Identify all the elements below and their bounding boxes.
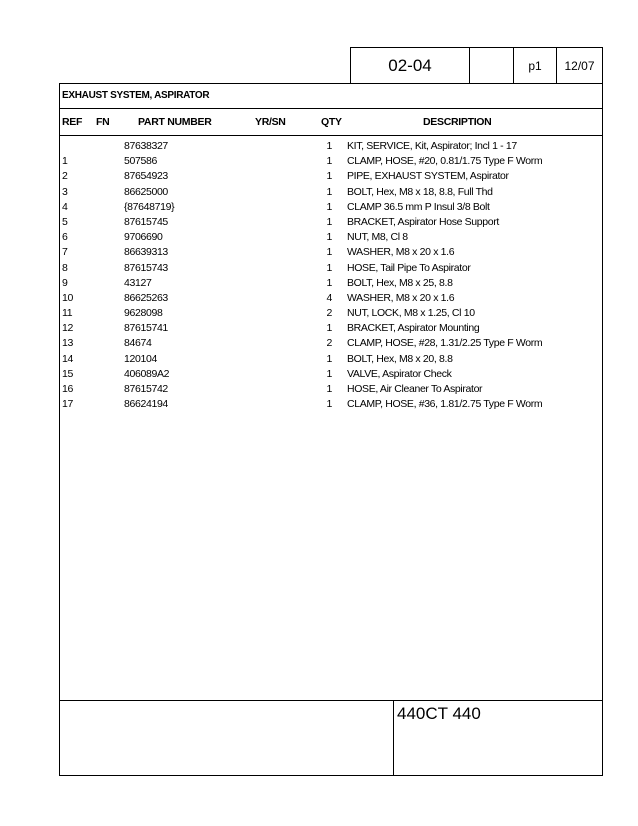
qty-cell: 2 — [326, 337, 332, 350]
part-number-cell: 87615741 — [124, 322, 168, 335]
model-number: 440CT 440 — [397, 704, 481, 723]
qty-cell: 1 — [326, 367, 332, 380]
part-number-cell: {87648719} — [124, 200, 175, 213]
table-row — [0, 368, 638, 383]
ref-cell: 9 — [62, 276, 68, 289]
description-cell: WASHER, M8 x 20 x 1.6 — [347, 246, 455, 259]
header-underline — [59, 135, 603, 136]
ref-cell: 16 — [62, 383, 73, 395]
qty-cell: 1 — [326, 246, 332, 259]
table-row — [0, 231, 638, 246]
description-cell: CLAMP, HOSE, #36, 1.81/2.75 Type F Worm — [347, 398, 543, 411]
description-cell: HOSE, Air Cleaner To Aspirator — [347, 383, 483, 395]
table-row — [0, 292, 638, 307]
ref-cell: 8 — [62, 261, 68, 274]
section-title: EXHAUST SYSTEM, ASPIRATOR — [62, 90, 210, 101]
revision-date: 12/07 — [564, 58, 595, 73]
ref-cell: 14 — [62, 352, 73, 365]
description-cell: WASHER, M8 x 20 x 1.6 — [347, 291, 455, 304]
footer-divider — [393, 700, 394, 776]
ref-cell: 13 — [62, 337, 73, 350]
qty-cell: 1 — [326, 398, 332, 411]
part-number-cell: 87615742 — [124, 383, 168, 395]
description-cell: NUT, LOCK, M8 x 1.25, Cl 10 — [347, 307, 475, 320]
table-row — [0, 140, 638, 155]
part-number-cell: 87615743 — [124, 261, 168, 274]
qty-cell: 1 — [326, 155, 332, 168]
ref-cell: 2 — [62, 170, 68, 183]
sheet-code: 02-04 — [388, 55, 432, 75]
ref-cell: 3 — [62, 185, 68, 198]
table-row — [0, 170, 638, 185]
col-header-qty: QTY — [321, 116, 342, 128]
qty-cell: 4 — [326, 291, 332, 304]
qty-cell: 1 — [326, 140, 332, 152]
qty-cell: 1 — [326, 383, 332, 395]
ref-cell: 6 — [62, 231, 68, 244]
qty-cell: 2 — [326, 307, 332, 320]
qty-cell: 1 — [326, 322, 332, 335]
part-number-cell: 507586 — [124, 155, 157, 168]
ref-cell: 10 — [62, 291, 73, 304]
qty-cell: 1 — [326, 231, 332, 244]
part-number-cell: 86639313 — [124, 246, 168, 259]
part-number-cell: 87638327 — [124, 140, 168, 152]
col-header-ref: REF — [62, 116, 83, 128]
col-header-description: DESCRIPTION — [423, 116, 492, 128]
ref-cell: 7 — [62, 246, 68, 259]
part-number-cell: 86624194 — [124, 398, 168, 411]
description-cell: KIT, SERVICE, Kit, Aspirator; Incl 1 - 17 — [347, 140, 517, 152]
qty-cell: 1 — [326, 215, 332, 228]
col-header-fn: FN — [96, 116, 110, 128]
ref-cell: 1 — [62, 155, 68, 168]
part-number-cell: 87615745 — [124, 215, 168, 228]
part-number-cell: 86625263 — [124, 291, 168, 304]
qty-cell: 1 — [326, 352, 332, 365]
description-cell: BOLT, Hex, M8 x 20, 8.8 — [347, 352, 453, 365]
table-row — [0, 277, 638, 292]
part-number-cell: 84674 — [124, 337, 152, 350]
qty-cell: 1 — [326, 185, 332, 198]
part-number-cell: 9706690 — [124, 231, 163, 244]
qty-cell: 1 — [326, 200, 332, 213]
part-number-cell: 86625000 — [124, 185, 168, 198]
col-header-yr-sn: YR/SN — [255, 116, 286, 128]
qty-cell: 1 — [326, 261, 332, 274]
ref-cell: 5 — [62, 215, 68, 228]
part-number-cell: 87654923 — [124, 170, 168, 183]
description-cell: BRACKET, Aspirator Mounting — [347, 322, 480, 335]
description-cell: CLAMP 36.5 mm P Insul 3/8 Bolt — [347, 200, 490, 213]
description-cell: CLAMP, HOSE, #20, 0.81/1.75 Type F Worm — [347, 155, 543, 168]
table-row — [0, 216, 638, 231]
description-cell: VALVE, Aspirator Check — [347, 367, 452, 380]
table-row — [0, 246, 638, 261]
part-number-cell: 9628098 — [124, 307, 163, 320]
table-row — [0, 307, 638, 322]
ref-cell: 17 — [62, 398, 73, 411]
frame-top — [59, 83, 603, 84]
header-right-border — [602, 47, 603, 84]
page-number: p1 — [528, 58, 542, 73]
table-row — [0, 353, 638, 368]
col-header-part-number: PART NUMBER — [138, 116, 212, 128]
description-cell: PIPE, EXHAUST SYSTEM, Aspirator — [347, 170, 509, 183]
table-row — [0, 201, 638, 216]
table-row — [0, 155, 638, 170]
table-row — [0, 337, 638, 352]
table-row — [0, 186, 638, 201]
description-cell: BRACKET, Aspirator Hose Support — [347, 215, 499, 228]
frame-bottom — [59, 775, 603, 776]
description-cell: HOSE, Tail Pipe To Aspirator — [347, 261, 471, 274]
footer-top-border — [59, 700, 603, 701]
title-underline — [59, 108, 603, 109]
part-number-cell: 406089A2 — [124, 367, 170, 380]
qty-cell: 1 — [326, 276, 332, 289]
header-blank-cell — [470, 48, 513, 83]
table-row — [0, 398, 638, 413]
ref-cell: 4 — [62, 200, 68, 213]
description-cell: NUT, M8, Cl 8 — [347, 231, 408, 244]
ref-cell: 12 — [62, 322, 73, 335]
qty-cell: 1 — [326, 170, 332, 183]
ref-cell: 15 — [62, 367, 73, 380]
table-row — [0, 262, 638, 277]
table-row — [0, 383, 638, 398]
description-cell: CLAMP, HOSE, #28, 1.31/2.25 Type F Worm — [347, 337, 543, 350]
parts-list — [0, 140, 638, 413]
table-row — [0, 322, 638, 337]
part-number-cell: 43127 — [124, 276, 152, 289]
description-cell: BOLT, Hex, M8 x 18, 8.8, Full Thd — [347, 185, 493, 198]
part-number-cell: 120104 — [124, 352, 157, 365]
ref-cell: 11 — [62, 307, 73, 320]
description-cell: BOLT, Hex, M8 x 25, 8.8 — [347, 276, 453, 289]
